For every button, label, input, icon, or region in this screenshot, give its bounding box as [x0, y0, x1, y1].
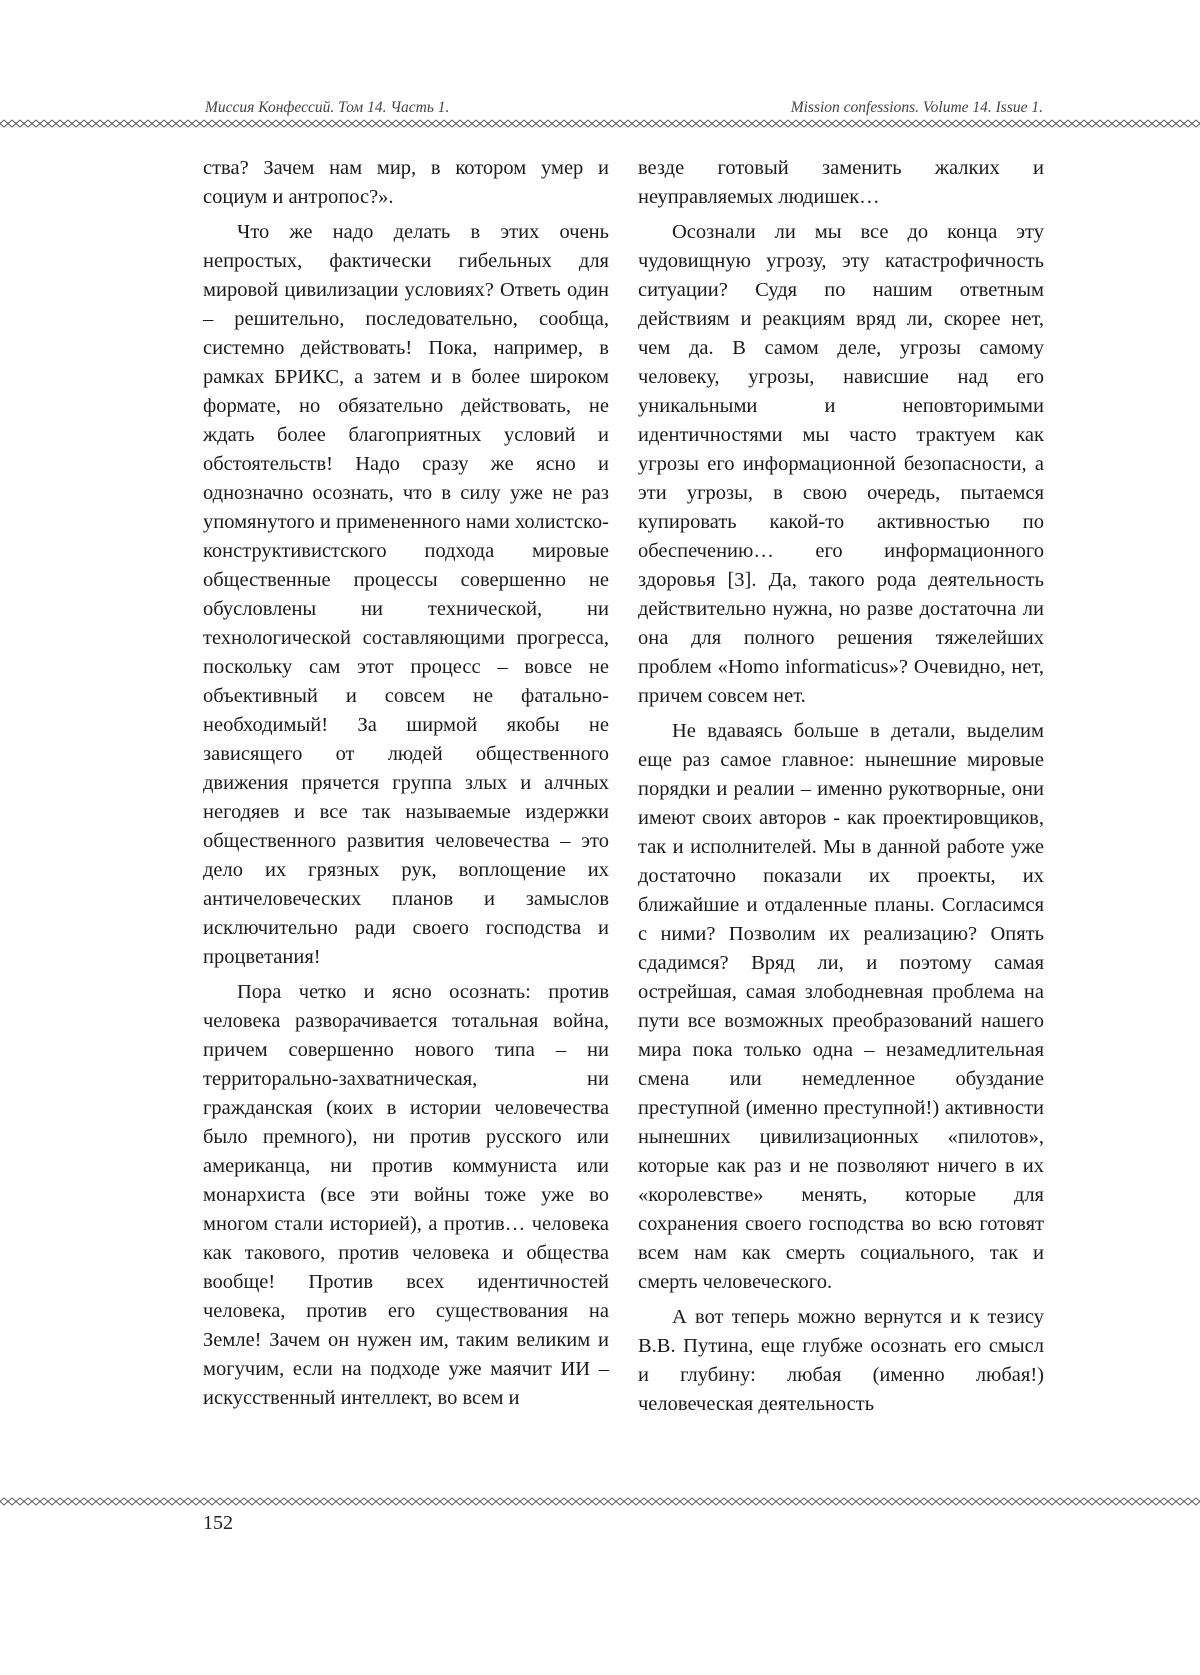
running-header [205, 99, 1043, 121]
paragraph: А вот теперь можно вернутся и к тезису В.В. Путина, еще глубже осознать его смысл и глубину: любая (именно любая!) человеческая деятельность [638, 1306, 1044, 1415]
paragraph: Пора четко и ясно осознать: против человека разворачивается тотальная война, причем совершенно нового типа – ни территорально-захватническая, ни гражданская (коих в истории человечества было премного), ни против русского или американца, ни против коммуниста или монархиста (все эти войны тоже уже во многом стали историей), а против… человека как такового, против человека и общества вообще! Против всех идентичностей человека, против его существования на Земле! Зачем он нужен им, таким великим и могучим, если на подходе уже маячит ИИ – искусственный интеллект, во всем и [203, 981, 609, 1409]
page-number: 152 [203, 1512, 233, 1534]
paragraph: Осознали ли мы все до конца эту чудовищную угрозу, эту катастрофичность ситуации? Судя по нашим ответным действиям и реакциям вряд ли, скорее нет, чем да. В самом деле, угрозы самому человеку, угрозы, нависшие над его уникальными и неповторимыми идентичностями мы часто трактуем как угрозы его информационной безопасности, а эти угрозы, в свою очередь, пытаемся купировать какой-то активностью по обеспечению… его информационного здоровья [3]. Да, такого рода деятельность действительно нужна, но разве достаточна ли она для полного решения тяжелейших проблем «Homo informaticus»? Очевидно, нет, причем совсем нет. [638, 221, 1044, 707]
right-text-column [638, 154, 1044, 1419]
paragraph: ства? Зачем нам мир, в котором умер и социум и антропос?». [203, 157, 609, 208]
header-journal-ru: Миссия Конфессий. Том 14. Часть 1. [205, 99, 450, 116]
paragraph: везде готовый заменить жалких и неуправляемых людишек… [638, 157, 1044, 208]
header-ornament-rule [0, 119, 1200, 128]
paragraph: Не вдаваясь больше в детали, выделим еще раз самое главное: нынешние мировые порядки и реалии – именно рукотворные, они имеют своих авторов - как проектировщиков, так и исполнителей. Мы в данной работе уже достаточно показали их проекты, их ближайшие и отдаленные планы. Согласимся с ними? Позволим их реализацию? Опять сдадимся? Вряд ли, и поэтому самая острейшая, самая злободневная проблема на пути все возможных преобразований нашего мира пока только одна – незамедлительная смена или немедленное обуздание преступной (именно преступной!) активности нынешних цивилизационных «пилотов», которые как раз и не позволяют ничего в их «королевстве» менять, которые для сохранения своего господства во всю готовят всем нам как смерть социального, так и смерть человеческого. [638, 720, 1044, 1293]
header-journal-en: Mission confessions. Volume 14. Issue 1. [790, 99, 1043, 116]
footer-ornament-rule [0, 1497, 1200, 1506]
paragraph: Что же надо делать в этих очень непростых, фактически гибельных для мировой цивилизации условиях? Ответь один – решительно, последовательно, сообща, системно действовать! Пока, например, в рамках БРИКС, а затем и в более широком формате, но обязательно действовать, не ждать более благоприятных условий и обстоятельств! Надо сразу же ясно и однозначно осознать, что в силу уже не раз упомянутого и примененного нами холистско-конструктивистского подхода мировые общественные процессы совершенно не обусловлены ни технической, ни технологической составляющими прогресса, поскольку сам этот процесс – вовсе не объективный и совсем не фатально-необходимый! За ширмой якобы не зависящего от людей общественного движения прячется группа злых и алчных негодяев и все так называемые издержки общественного развития человечества – это дело их грязных рук, воплощение их античеловеческих планов и замыслов исключительно ради своего господства и процветания! [203, 221, 609, 968]
left-text-column [203, 154, 609, 1413]
